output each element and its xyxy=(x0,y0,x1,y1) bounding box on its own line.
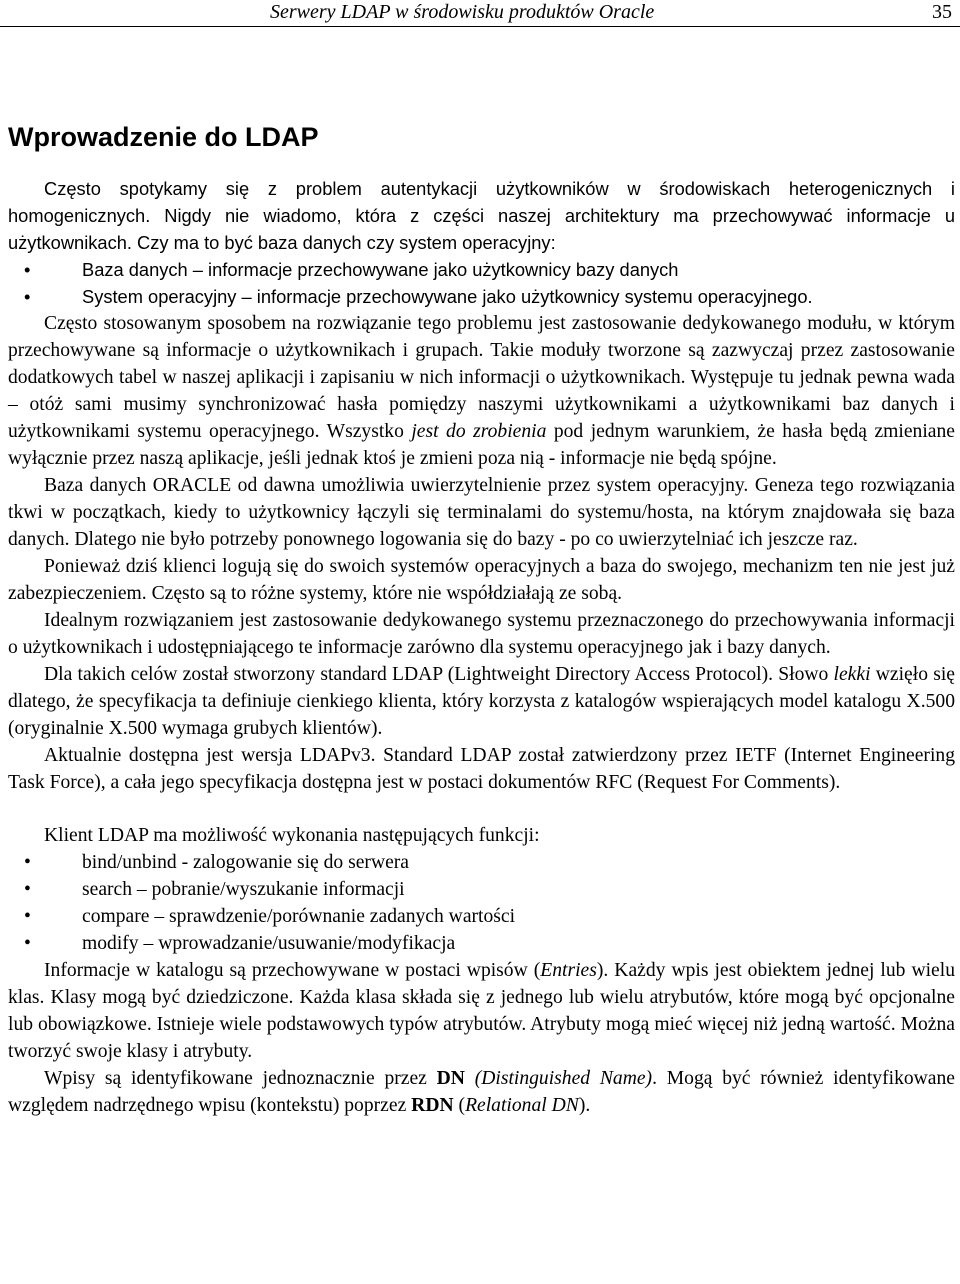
running-title: Serwery LDAP w środowisku produktów Oracle xyxy=(270,1,655,23)
body-text xyxy=(8,175,955,1119)
list-item: • modify – wprowadzanie/usuwanie/modyfikacja xyxy=(8,930,955,957)
paragraph-ldapv3: Aktualnie dostępna jest wersja LDAPv3. Standard LDAP został zatwierdzony przez IETF (Internet Engineering Task Force), a cała jego specyfikacja dostępna jest w postaci dokumentów RFC (Request For Comments). xyxy=(8,745,955,793)
header-rule xyxy=(0,26,960,27)
paragraph-dedicated-module: Często stosowanym sposobem na rozwiązanie tego problemu jest zastosowanie dedykowanego modułu, w którym przechowywane są informacje o użytkownikach i grupach. Takie moduły tworzone są zazwyczaj przez zastosowanie dodatkowych tabel w naszej aplikacji i zapisaniu w nich informacji o użytkownikach. Występuje tu jednak pewna wada – otóż sami musimy synchronizować hasła pomiędzy naszymi użytkownikami a użytkownikami baz danych i użytkownikami systemu operacyjnego. Wszystko jest do zrobienia pod jednym warunkiem, że hasła będą zmieniane wyłącznie przez naszą aplikacje, jeśli jednak ktoś je zmieni poza nią - informacje nie będą spójne. xyxy=(8,313,955,469)
running-header xyxy=(0,0,960,26)
paragraph-oracle-auth: Baza danych ORACLE od dawna umożliwia uwierzytelnienie przez system operacyjny. Geneza tego rozwiązania tkwi w początkach, kiedy to użytkownicy łączyli się terminalami do systemu/hosta, na którym znajdowała się baza danych. Dlatego nie było potrzeby ponownego logowania się do bazy - po co uwierzytelniać ich jeszcze raz. xyxy=(8,475,955,550)
section-title: Wprowadzenie do LDAP xyxy=(8,122,319,152)
list-item: • compare – sprawdzenie/porównanie zadanych wartości xyxy=(8,903,955,930)
spacer xyxy=(8,796,955,822)
functions-list xyxy=(8,849,955,957)
list-item: • search – pobranie/wyszukanie informacji xyxy=(8,876,955,903)
functions-intro: Klient LDAP ma możliwość wykonania następujących funkcji: xyxy=(44,825,540,846)
list-item: • Baza danych – informacje przechowywane jako użytkownicy bazy danych xyxy=(8,256,955,283)
intro-paragraph: Często spotykamy się z problem autentykacji użytkowników w środowiskach heterogenicznych i homogenicznych. Nigdy nie wiadomo, która z części naszej architektury ma przechowywać informacje u użytkownikach. Czy ma to być baza danych czy system operacyjny: xyxy=(8,178,955,253)
list-item: • System operacyjny – informacje przechowywane jako użytkownicy systemu operacyjnego. xyxy=(8,283,955,310)
list-item: • bind/unbind - zalogowanie się do serwera xyxy=(8,849,955,876)
paragraph-entries: Informacje w katalogu są przechowywane w postaci wpisów (Entries). Każdy wpis jest obiektem jednej lub wielu klas. Klasy mogą być dziedziczone. Każda klasa składa się z jednego lub wielu atrybutów, które mogą być opcjonalne lub obowiązkowe. Istnieje wiele podstawowych typów atrybutów. Atrybuty mogą mieć więcej niż jedną wartość. Można tworzyć swoje klasy i atrybuty. xyxy=(8,960,955,1062)
paragraph-ldap-standard: Dla takich celów został stworzony standard LDAP (Lightweight Directory Access Protocol). Słowo lekki wzięło się dlatego, że specyfikacja ta definiuje cienkiego klienta, który korzysta z katalogów wspierających model katalogu X.500 (oryginalnie X.500 wymaga grubych klientów). xyxy=(8,664,955,739)
page-number: 35 xyxy=(932,1,952,23)
paragraph-dn: Wpisy są identyfikowane jednoznacznie przez DN (Distinguished Name). Mogą być również identyfikowane względem nadrzędnego wpisu (kontekstu) poprzez RDN (Relational DN). xyxy=(8,1068,955,1116)
storage-options-list xyxy=(8,256,955,310)
paragraph-ideal-solution: Idealnym rozwiązaniem jest zastosowanie dedykowanego systemu przeznaczonego do przechowywania informacji o użytkownikach i udostępniającego te informacje zarówno dla systemu operacyjnego jak i bazy danych. xyxy=(8,610,955,658)
paragraph-clients: Ponieważ dziś klienci logują się do swoich systemów operacyjnych a baza do swojego, mechanizm ten nie jest już zabezpieczeniem. Często są to różne systemy, które nie współdziałają ze sobą. xyxy=(8,556,955,604)
